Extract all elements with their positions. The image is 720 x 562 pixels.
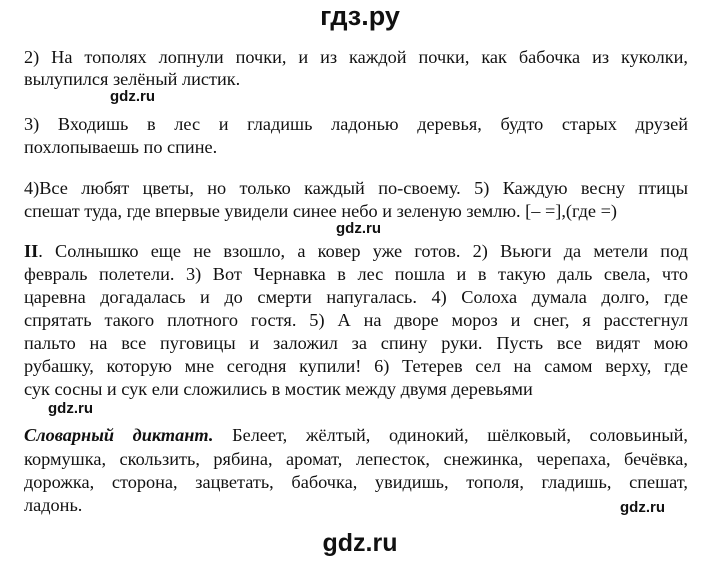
watermark: gdz.ru <box>48 400 93 417</box>
text-line: пальто на все пуговицы и заложил за спину руки. Пусть все видят мою <box>24 333 688 353</box>
text-line: февраль полетели. 3) Вот Чернавка в лес пошла и в такую даль свела, что <box>24 264 688 284</box>
text-line: кормушка, скользить, рябина, аромат, лепесток, снежинка, черепаха, бечёвка, <box>24 449 688 469</box>
text-line: 3) Входишь в лес и гладишь ладонью деревья, будто старых друзей <box>24 114 688 134</box>
text-line: дорожка, сторона, зацветать, бабочка, увидишь, тополя, гладишь, спешат, <box>24 472 688 492</box>
watermark: gdz.ru <box>336 220 381 237</box>
text-segment: . Солнышко еще не взошло, а ковер уже готов. 2) Вьюги да метели под <box>38 241 688 261</box>
watermark: gdz.ru <box>620 499 665 516</box>
text-line <box>24 424 688 446</box>
site-header: гдз.ру <box>320 1 400 31</box>
watermark: gdz.ru <box>110 88 155 105</box>
text-line: царевна догадалась и до смерти напугалась. 4) Солоха думала долго, где <box>24 287 688 307</box>
text-line: сук сосны и сук ели сложились в мостик между двумя деревьями <box>24 379 533 399</box>
text-line: ладонь. <box>24 495 83 515</box>
text-line: спрятать такого плотного гостя. 5) А на дворе мороз и снег, я расстегнул <box>24 310 688 330</box>
dictation-heading: Словарный диктант. <box>24 425 214 445</box>
text-line: рубашку, которую мне сегодня купили! 6) Тетерев сел на самом верху, где <box>24 356 688 376</box>
text-line: 2) На тополях лопнули почки, и из каждой почки, как бабочка из куколки, <box>24 47 688 67</box>
text-line: спешат туда, где впервые увидели синее небо и зеленую землю. [– =],(где =) <box>24 201 617 221</box>
text-line: вылупился зелёный листик. <box>24 69 241 89</box>
text-segment: Белеет, жёлтый, одинокий, шёлковый, соловьиный, <box>232 425 688 445</box>
text-line <box>24 240 688 262</box>
text-line: 4)Все любят цветы, но только каждый по-своему. 5) Каждую весну птицы <box>24 178 688 198</box>
site-footer: gdz.ru <box>322 529 398 557</box>
text-line: похлопываешь по спине. <box>24 137 218 157</box>
section-numeral: II <box>24 241 39 261</box>
